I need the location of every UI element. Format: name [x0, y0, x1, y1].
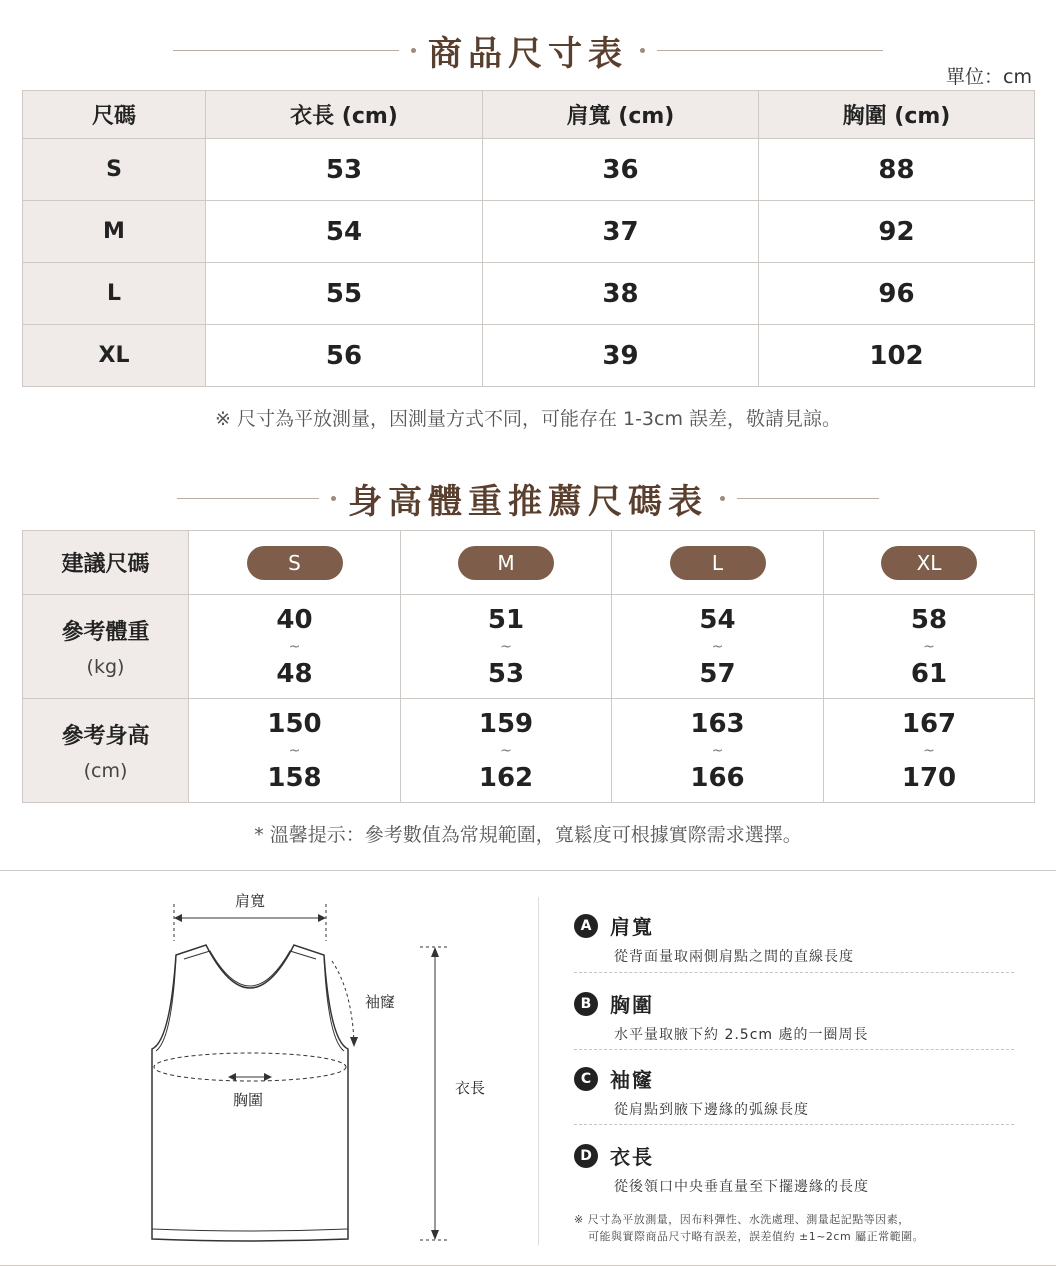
size-table-title: 商品尺寸表: [428, 34, 628, 74]
unit-label: 單位：cm: [946, 66, 1032, 88]
cell-shoulder: 36: [483, 139, 759, 201]
range-tilde: ~: [923, 638, 935, 655]
range-max: 57: [699, 658, 736, 689]
size-table-title-row: [0, 26, 1056, 75]
height-unit: (cm): [83, 760, 128, 782]
badge-b: B: [574, 992, 598, 1016]
diagram-label-armhole: 袖窿: [364, 993, 396, 1011]
title-dot: [640, 48, 645, 53]
row-size: M: [23, 201, 206, 263]
range-max: 170: [901, 762, 957, 793]
weight-label: 參考體重: [61, 620, 150, 645]
table-row: [23, 263, 1035, 325]
shoulder-arrow-head-left: [174, 914, 182, 922]
weight-range: [189, 595, 401, 699]
range-max: 158: [267, 762, 322, 793]
measurement-desc: 水平量取腋下約 2.5cm 處的一圈周長: [614, 1027, 869, 1043]
size-col-xl: [824, 531, 1035, 595]
measurement-desc: 從背面量取兩側肩點之間的直線長度: [614, 949, 854, 965]
title-dot: [331, 496, 336, 501]
cell-length: 55: [206, 263, 483, 325]
cell-length: 53: [206, 139, 483, 201]
range-tilde: ~: [288, 742, 301, 759]
measurement-title: 袖窿: [610, 1068, 654, 1092]
size-pill: M: [458, 546, 554, 580]
cell-length: 56: [206, 325, 483, 387]
measurement-desc: 從肩點到腋下邊緣的弧線長度: [614, 1102, 809, 1118]
cell-shoulder: 38: [483, 263, 759, 325]
measurement-title: 肩寬: [610, 915, 654, 939]
header-chest: 胸圍 (cm): [759, 91, 1035, 139]
row-size: L: [23, 263, 206, 325]
weight-unit: (kg): [86, 656, 125, 678]
table-row: [23, 201, 1035, 263]
size-table-header-row: [23, 91, 1035, 139]
height-range: [612, 699, 824, 803]
range-tilde: ~: [288, 638, 301, 655]
size-pill: XL: [881, 546, 977, 580]
weight-range: [401, 595, 612, 699]
tank-top-diagram: [0, 871, 530, 1266]
range-max: 53: [487, 658, 525, 689]
rec-table-header-row: [23, 531, 1035, 595]
range-min: 54: [699, 604, 736, 635]
armhole-arrow-head: [350, 1037, 358, 1047]
recommend-table: [22, 530, 1035, 803]
measurement-item-armhole: [574, 1064, 1014, 1119]
diagram-label-chest: 胸圍: [232, 1091, 264, 1109]
rec-table-note: * 溫馨提示：參考數值為常規範圍，寬鬆度可根據實際需求選擇。: [254, 824, 802, 846]
row-size: XL: [23, 325, 206, 387]
header-length: 衣長 (cm): [206, 91, 483, 139]
height-range: [824, 699, 1035, 803]
length-arrow-head-top: [431, 947, 439, 957]
badge-d: D: [574, 1144, 598, 1168]
range-tilde: ~: [500, 638, 512, 655]
size-table-note: ※ 尺寸為平放測量，因測量方式不同，可能存在 1-3cm 誤差，敬請見諒。: [214, 408, 842, 430]
measurement-separator: [574, 972, 1014, 973]
range-tilde: ~: [711, 638, 724, 655]
title-divider-right: [657, 50, 883, 51]
size-col-m: [401, 531, 612, 595]
title-divider-left: [177, 498, 319, 499]
weight-row-header: [23, 595, 189, 699]
measurement-item-shoulder: [574, 911, 1014, 966]
cell-chest: 88: [759, 139, 1035, 201]
measurement-title: 衣長: [610, 1145, 654, 1169]
cell-chest: 92: [759, 201, 1035, 263]
range-max: 48: [276, 658, 313, 689]
badge-c: C: [574, 1067, 598, 1091]
cell-shoulder: 37: [483, 201, 759, 263]
height-range: [401, 699, 612, 803]
size-col-l: [612, 531, 824, 595]
table-row: [23, 325, 1035, 387]
measurement-separator: [574, 1049, 1014, 1050]
measurement-item-chest: [574, 989, 1014, 1044]
range-tilde: ~: [711, 742, 724, 759]
cell-shoulder: 39: [483, 325, 759, 387]
table-row: [23, 139, 1035, 201]
size-pill: S: [247, 546, 343, 580]
cell-chest: 102: [759, 325, 1035, 387]
weight-row: [23, 595, 1035, 699]
range-max: 61: [910, 658, 948, 689]
title-divider-right: [737, 498, 879, 499]
size-pill: L: [670, 546, 766, 580]
height-range: [189, 699, 401, 803]
measurement-footnote: [574, 1211, 994, 1245]
range-min: 167: [901, 708, 957, 739]
cell-length: 54: [206, 201, 483, 263]
weight-range: [612, 595, 824, 699]
weight-range: [824, 595, 1035, 699]
height-row: [23, 699, 1035, 803]
range-max: 166: [690, 762, 745, 793]
cell-chest: 96: [759, 263, 1035, 325]
range-min: 163: [690, 708, 745, 739]
length-arrow-head-bottom: [431, 1230, 439, 1240]
header-shoulder: 肩寬 (cm): [483, 91, 759, 139]
range-min: 58: [910, 604, 948, 635]
range-min: 40: [276, 604, 313, 635]
range-tilde: ~: [500, 742, 512, 759]
title-dot: [720, 496, 725, 501]
diagram-label-length: 衣長: [454, 1079, 486, 1097]
measurement-item-length: [574, 1141, 1014, 1196]
title-dot: [411, 48, 416, 53]
range-min: 51: [487, 604, 525, 635]
rec-corner-label: 建議尺碼: [23, 531, 189, 595]
rec-table-title-row: [0, 474, 1056, 523]
range-min: 150: [267, 708, 322, 739]
measurement-desc: 從後領口中央垂直量至下擺邊緣的長度: [614, 1179, 869, 1195]
guide-divider: [538, 897, 539, 1245]
size-table: [22, 90, 1035, 387]
title-divider-left: [173, 50, 399, 51]
measurement-guide: [0, 870, 1056, 1266]
height-row-header: [23, 699, 189, 803]
footnote-line-2: 可能與實際商品尺寸略有誤差，誤差值約 ±1~2cm 屬正常範圍。: [588, 1230, 925, 1243]
footnote-line-1: ※ 尺寸為平放測量，因布料彈性、水洗處理、測量起記點等因素，: [574, 1213, 910, 1226]
range-min: 159: [478, 708, 534, 739]
height-label: 參考身高: [61, 724, 150, 749]
diagram-label-shoulder: 肩寬: [234, 892, 266, 910]
badge-a: A: [574, 914, 598, 938]
range-tilde: ~: [923, 742, 935, 759]
rec-table-title: 身高體重推薦尺碼表: [348, 482, 708, 522]
header-size: 尺碼: [23, 91, 206, 139]
shoulder-arrow-head-right: [318, 914, 326, 922]
range-max: 162: [478, 762, 534, 793]
measurement-title: 胸圍: [610, 993, 654, 1017]
size-col-s: [189, 531, 401, 595]
row-size: S: [23, 139, 206, 201]
measurement-separator: [574, 1124, 1014, 1125]
